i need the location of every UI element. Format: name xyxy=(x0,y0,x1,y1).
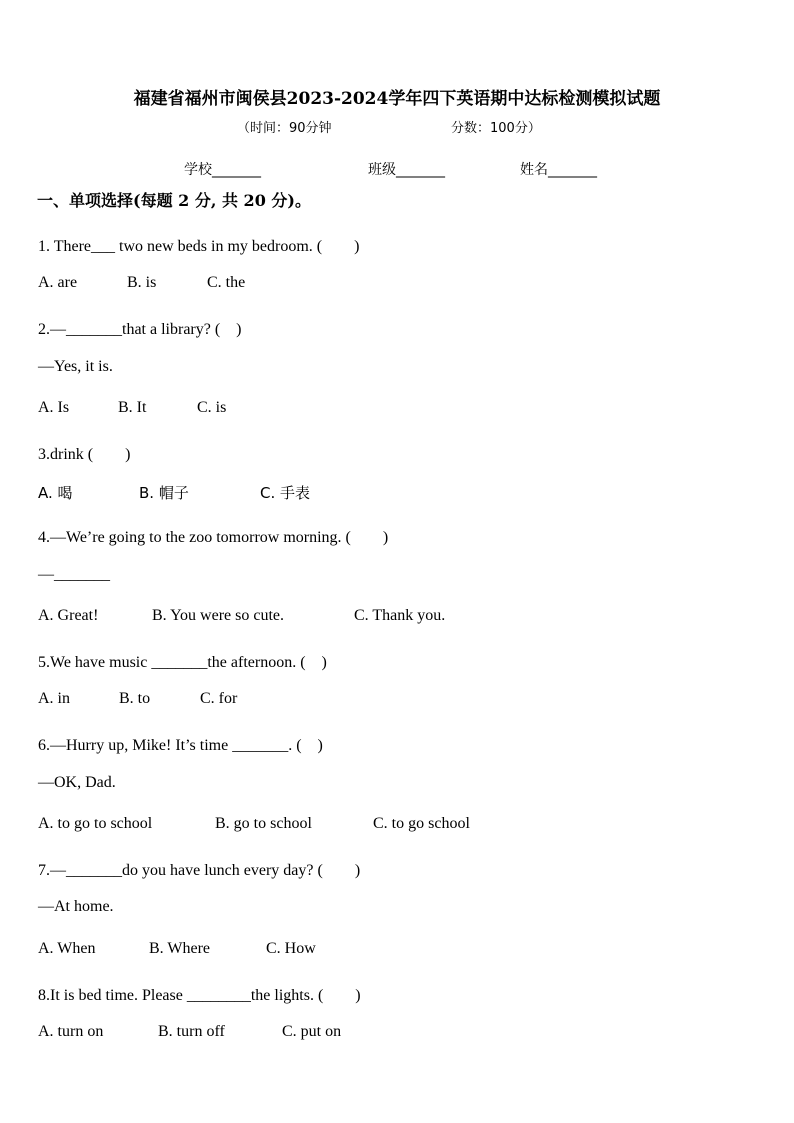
school-field[interactable]: 学校_______ xyxy=(184,162,261,178)
option-a[interactable]: A. in xyxy=(38,690,70,707)
option-b[interactable]: B. turn off xyxy=(158,1023,225,1040)
question-7-stem: 7.—_______do you have lunch every day? ( ) xyxy=(38,862,361,879)
class-field[interactable]: 班级_______ xyxy=(368,162,445,178)
question-1-stem: 1. There___ two new beds in my bedroom. ( ) xyxy=(38,238,360,255)
option-a[interactable]: A. are xyxy=(38,274,78,291)
option-c[interactable]: C. put on xyxy=(282,1023,342,1040)
option-c[interactable]: C. How xyxy=(266,940,316,957)
option-b[interactable]: B. 帽子 xyxy=(139,484,189,502)
question-2-stem: 2.—_______that a library? ( ) xyxy=(38,321,242,338)
question-4-stem: 4.—We’re going to the zoo tomorrow morning. ( ) xyxy=(38,529,389,546)
option-b[interactable]: B. is xyxy=(127,274,157,291)
section-heading: 一、单项选择(每题 2 分, 共 20 分)。 xyxy=(37,191,311,210)
option-a[interactable]: A. turn on xyxy=(38,1023,104,1040)
option-b[interactable]: B. go to school xyxy=(215,815,312,832)
option-a[interactable]: A. to go to school xyxy=(38,815,153,832)
option-b[interactable]: B. It xyxy=(118,399,147,416)
exam-time: （时间：90分钟 xyxy=(237,121,332,136)
option-c[interactable]: C. to go school xyxy=(373,815,470,832)
option-c[interactable]: C. is xyxy=(197,399,227,416)
option-c[interactable]: C. the xyxy=(207,274,246,291)
question-6-reply: —OK, Dad. xyxy=(38,774,116,791)
option-a[interactable]: A. Great! xyxy=(38,607,99,624)
option-a[interactable]: A. Is xyxy=(38,399,70,416)
option-c[interactable]: C. Thank you. xyxy=(354,607,446,624)
question-3-stem: 3.drink ( ) xyxy=(38,446,131,463)
option-a[interactable]: A. 喝 xyxy=(38,484,73,502)
option-c[interactable]: C. for xyxy=(200,690,238,707)
option-b[interactable]: B. You were so cute. xyxy=(152,607,284,624)
question-7-reply: —At home. xyxy=(38,898,114,915)
exam-title: 福建省福州市闽侯县2023-2024学年四下英语期中达标检测模拟试题 xyxy=(133,89,661,109)
question-4-reply: —_______ xyxy=(38,566,110,583)
option-a[interactable]: A. When xyxy=(38,940,96,957)
question-8-stem: 8.It is bed time. Please ________the lights. ( ) xyxy=(38,987,361,1004)
question-6-stem: 6.—Hurry up, Mike! It’s time _______. ( ) xyxy=(38,737,323,754)
exam-score: 分数：100分） xyxy=(451,121,541,136)
name-field[interactable]: 姓名_______ xyxy=(520,162,597,178)
question-2-reply: —Yes, it is. xyxy=(38,358,113,375)
option-c[interactable]: C. 手表 xyxy=(260,484,311,502)
option-b[interactable]: B. to xyxy=(119,690,151,707)
option-b[interactable]: B. Where xyxy=(149,940,211,957)
question-5-stem: 5.We have music _______the afternoon. ( ) xyxy=(38,654,327,671)
